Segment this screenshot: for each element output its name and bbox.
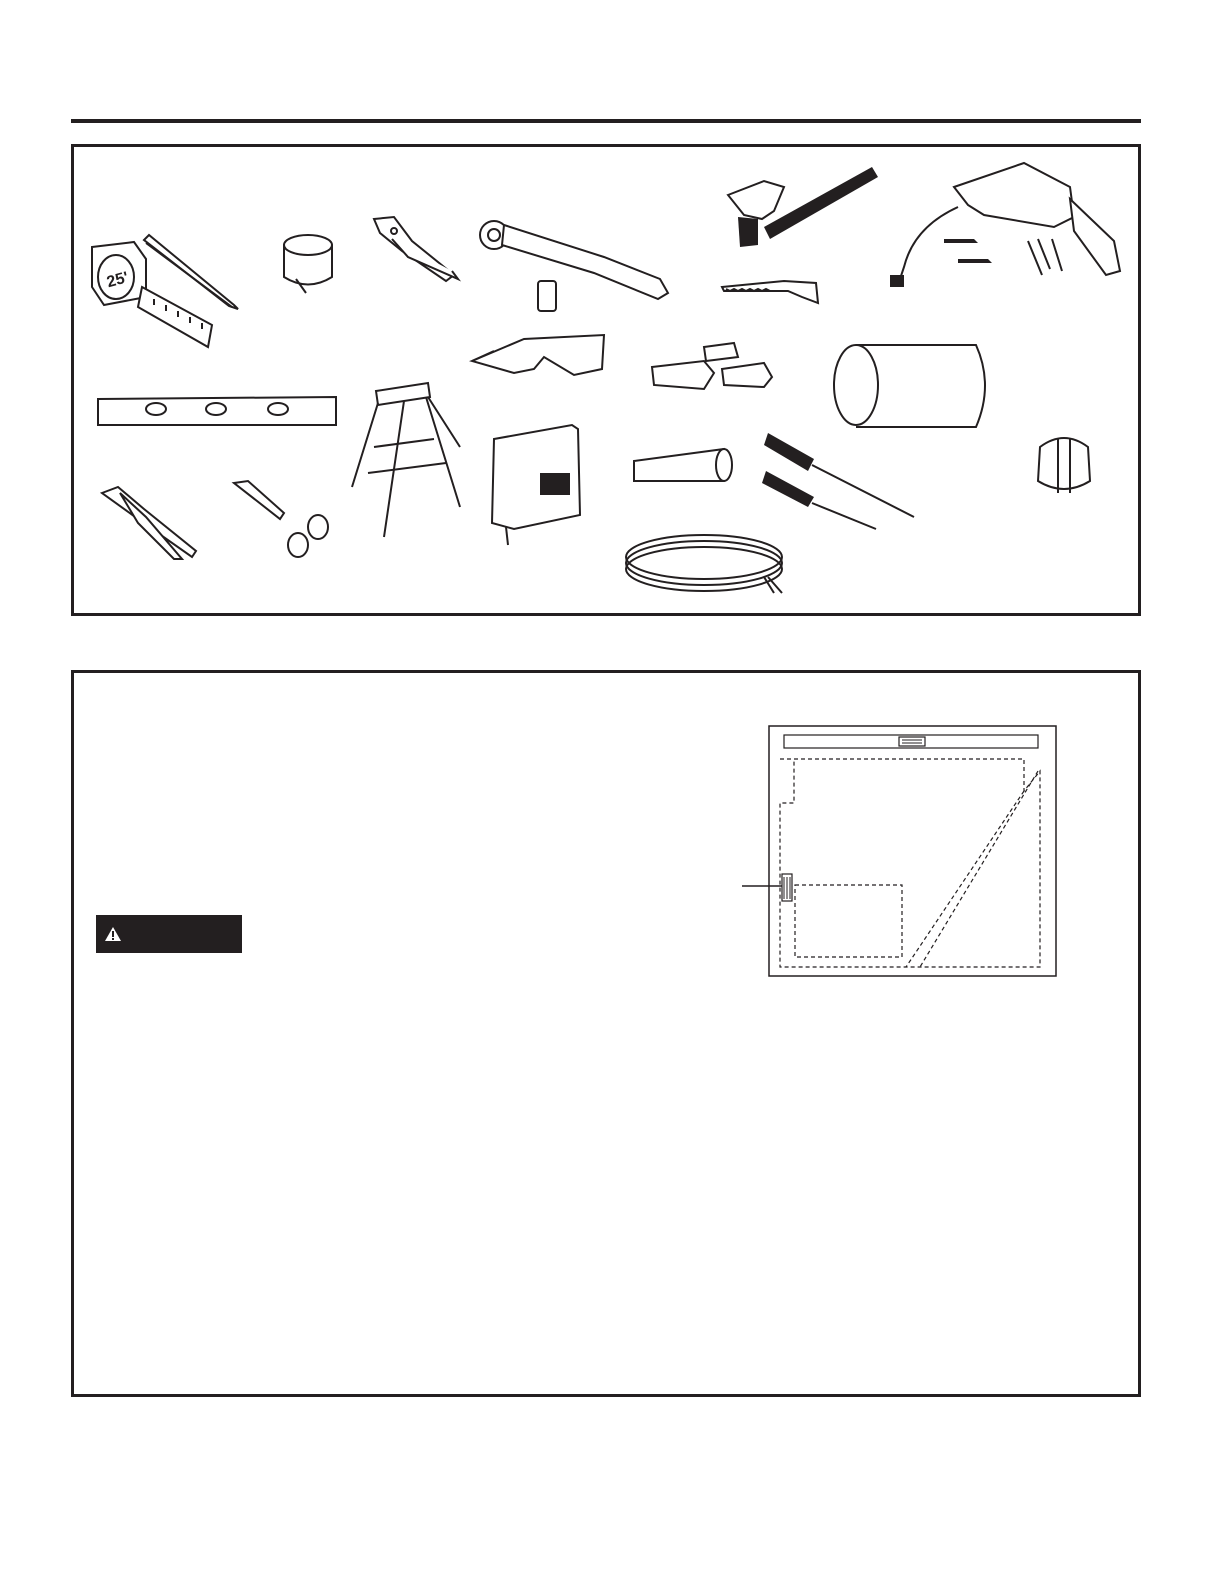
level-icon — [98, 397, 336, 425]
connector-icon — [634, 449, 732, 481]
snips-icon — [234, 481, 328, 557]
label-location-panel — [71, 670, 1141, 1397]
saw-icon — [722, 281, 818, 303]
clamp-icon — [1038, 438, 1090, 493]
screwdriver-icon — [762, 433, 914, 529]
glasses-icon — [472, 335, 604, 375]
socket-wrench-icon — [480, 221, 668, 311]
tape-marking: 25' — [105, 269, 131, 292]
tape-roll-icon — [284, 235, 332, 293]
ladder-icon — [352, 383, 460, 537]
hammer-icon — [728, 167, 878, 247]
cable-coil-icon — [626, 535, 782, 593]
tape-measure-icon — [92, 242, 212, 347]
wire-stripper-icon — [374, 217, 458, 281]
tools-illustration — [74, 147, 1138, 613]
pliers-icon — [102, 487, 196, 559]
label-location-diagram — [74, 673, 1138, 1394]
tools-required-panel — [71, 144, 1141, 616]
header-rule — [71, 119, 1141, 123]
drill-icon — [890, 163, 1120, 287]
jigsaw-icon — [492, 425, 580, 545]
wire-nut-icon — [652, 343, 772, 389]
duct-icon — [834, 345, 985, 427]
